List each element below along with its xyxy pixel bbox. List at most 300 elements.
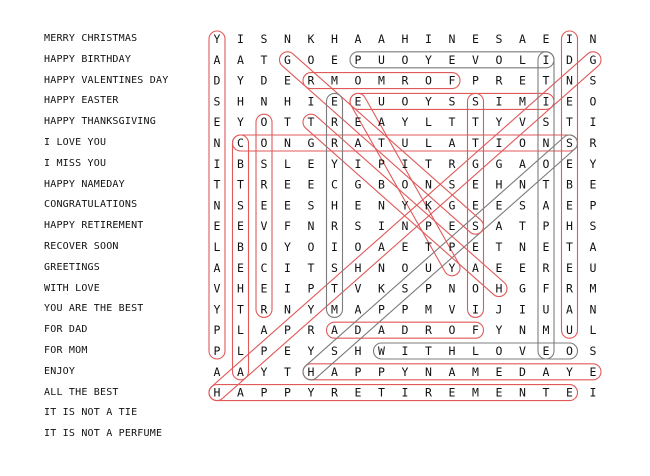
grid-letter[interactable]: A <box>237 52 244 67</box>
grid-letter[interactable]: P <box>307 281 315 296</box>
grid-letter[interactable]: T <box>542 177 550 192</box>
grid-letter[interactable]: E <box>237 219 244 234</box>
grid-letter[interactable]: Y <box>213 32 221 46</box>
grid-letter[interactable]: O <box>307 240 315 254</box>
grid-letter[interactable]: A <box>237 364 244 379</box>
grid-letter[interactable]: O <box>401 52 409 67</box>
grid-letter[interactable]: R <box>331 115 338 130</box>
grid-letter[interactable]: O <box>448 323 456 338</box>
grid-letter[interactable]: H <box>237 281 244 296</box>
grid-letter[interactable]: D <box>401 323 409 338</box>
grid-letter[interactable]: D <box>260 73 268 88</box>
grid-letter[interactable]: I <box>589 385 597 400</box>
grid-letter[interactable]: Y <box>284 240 291 254</box>
grid-letter[interactable]: L <box>425 115 432 130</box>
grid-letter[interactable]: P <box>425 219 432 234</box>
grid-letter[interactable]: O <box>401 177 409 192</box>
grid-letter[interactable]: N <box>425 177 432 192</box>
grid-letter[interactable]: E <box>213 219 221 234</box>
grid-letter[interactable]: T <box>519 219 526 234</box>
grid-letter[interactable]: I <box>542 94 550 109</box>
grid-letter[interactable]: E <box>495 385 503 400</box>
grid-letter[interactable]: O <box>354 240 362 254</box>
grid-letter[interactable]: A <box>472 260 479 275</box>
grid-letter[interactable]: H <box>331 32 338 46</box>
grid-letter[interactable]: A <box>378 323 385 338</box>
grid-letter[interactable]: T <box>542 385 550 400</box>
grid-letter[interactable]: P <box>401 302 409 317</box>
grid-letter[interactable]: G <box>307 136 315 150</box>
grid-letter[interactable]: A <box>495 219 503 234</box>
grid-letter[interactable]: A <box>448 136 456 150</box>
grid-letter[interactable]: M <box>472 385 479 400</box>
grid-letter[interactable]: I <box>589 115 597 130</box>
grid-letter[interactable]: E <box>284 73 291 88</box>
grid-letter[interactable]: A <box>213 260 221 275</box>
grid-letter[interactable]: I <box>495 94 503 109</box>
grid-letter[interactable]: E <box>495 364 503 379</box>
grid-letter[interactable]: I <box>354 156 362 171</box>
grid-letter[interactable]: I <box>401 385 409 400</box>
grid-letter[interactable]: S <box>472 94 479 109</box>
grid-letter[interactable]: N <box>213 198 221 213</box>
grid-letter[interactable]: M <box>331 302 338 317</box>
grid-letter[interactable]: N <box>519 323 526 338</box>
grid-letter[interactable]: V <box>519 115 526 130</box>
grid-letter[interactable]: I <box>331 240 338 254</box>
grid-letter[interactable]: N <box>284 32 291 46</box>
grid-letter[interactable]: V <box>519 344 526 358</box>
grid-letter[interactable]: K <box>307 32 315 46</box>
grid-letter[interactable]: I <box>401 344 409 358</box>
grid-letter[interactable]: E <box>566 385 573 400</box>
grid-letter[interactable]: A <box>213 364 221 379</box>
grid-letter[interactable]: I <box>378 219 385 234</box>
grid-letter[interactable]: S <box>448 177 456 192</box>
grid-letter[interactable]: R <box>260 302 268 317</box>
grid-letter[interactable]: S <box>260 156 268 171</box>
grid-letter[interactable]: A <box>519 32 526 46</box>
grid-letter[interactable]: E <box>519 73 526 88</box>
grid-letter[interactable]: I <box>566 32 573 46</box>
grid-letter[interactable]: M <box>589 281 597 296</box>
grid-letter[interactable]: U <box>425 260 432 275</box>
grid-letter[interactable]: S <box>213 94 221 109</box>
grid-letter[interactable]: Y <box>307 302 315 317</box>
grid-letter[interactable]: P <box>284 323 291 338</box>
grid-letter[interactable]: O <box>307 52 315 67</box>
grid-letter[interactable]: N <box>519 177 526 192</box>
grid-letter[interactable]: D <box>566 52 573 67</box>
grid-letter[interactable]: F <box>448 73 456 88</box>
grid-letter[interactable]: S <box>495 32 503 46</box>
grid-letter[interactable]: P <box>378 156 385 171</box>
grid-letter[interactable]: R <box>331 136 338 150</box>
grid-letter[interactable]: H <box>307 364 315 379</box>
grid-letter[interactable]: D <box>354 323 362 338</box>
grid-letter[interactable]: P <box>378 364 385 379</box>
grid-letter[interactable]: G <box>589 52 597 67</box>
grid-letter[interactable]: E <box>331 52 338 67</box>
grid-letter[interactable]: E <box>495 260 503 275</box>
grid-letter[interactable]: N <box>448 281 456 296</box>
grid-letter[interactable]: I <box>495 136 503 150</box>
grid-letter[interactable]: A <box>331 323 338 338</box>
grid-letter[interactable]: P <box>260 344 268 358</box>
grid-letter[interactable]: E <box>307 156 315 171</box>
grid-letter[interactable]: L <box>237 344 244 358</box>
grid-letter[interactable]: G <box>354 177 362 192</box>
grid-letter[interactable]: R <box>425 323 432 338</box>
grid-letter[interactable]: R <box>260 177 268 192</box>
grid-letter[interactable]: V <box>448 302 456 317</box>
grid-letter[interactable]: U <box>378 52 385 67</box>
grid-letter[interactable]: T <box>566 115 573 130</box>
grid-letter[interactable]: A <box>213 52 221 67</box>
grid-letter[interactable]: R <box>589 136 597 150</box>
grid-letter[interactable]: M <box>542 323 550 338</box>
grid-letter[interactable]: B <box>237 156 244 171</box>
grid-letter[interactable]: E <box>566 198 573 213</box>
grid-letter[interactable]: L <box>213 240 221 254</box>
grid-letter[interactable]: I <box>425 32 432 46</box>
grid-letter[interactable]: T <box>378 136 385 150</box>
grid-letter[interactable]: P <box>354 364 362 379</box>
grid-letter[interactable]: U <box>566 323 573 338</box>
grid-letter[interactable]: N <box>542 136 550 150</box>
grid-letter[interactable]: T <box>284 364 291 379</box>
grid-letter[interactable]: U <box>542 302 550 317</box>
grid-letter[interactable]: N <box>589 32 597 46</box>
grid-letter[interactable]: V <box>213 281 221 296</box>
grid-letter[interactable]: T <box>284 115 291 130</box>
grid-letter[interactable]: H <box>237 94 244 109</box>
grid-letter[interactable]: T <box>307 115 315 130</box>
grid-letter[interactable]: S <box>237 198 244 213</box>
grid-letter[interactable]: N <box>401 219 409 234</box>
grid-letter[interactable]: T <box>331 281 338 296</box>
grid-letter[interactable]: H <box>495 281 503 296</box>
grid-letter[interactable]: E <box>566 260 573 275</box>
grid-letter[interactable]: O <box>260 136 268 150</box>
grid-letter[interactable]: M <box>331 73 338 88</box>
grid-letter[interactable]: S <box>448 94 456 109</box>
grid-letter[interactable]: I <box>401 156 409 171</box>
grid-letter[interactable]: E <box>307 177 315 192</box>
grid-letter[interactable]: P <box>260 385 268 400</box>
grid-letter[interactable]: O <box>566 344 573 358</box>
grid-letter[interactable]: Y <box>448 260 456 275</box>
grid-letter[interactable]: U <box>401 136 409 150</box>
grid-letter[interactable]: M <box>378 73 385 88</box>
grid-letter[interactable]: P <box>213 323 221 338</box>
grid-letter[interactable]: N <box>448 32 456 46</box>
grid-letter[interactable]: E <box>260 198 268 213</box>
grid-letter[interactable]: A <box>542 198 550 213</box>
grid-letter[interactable]: N <box>519 240 526 254</box>
grid-letter[interactable]: E <box>213 115 221 130</box>
grid-letter[interactable]: G <box>472 156 479 171</box>
grid-letter[interactable]: N <box>260 94 268 109</box>
grid-letter[interactable]: K <box>425 198 432 213</box>
grid-letter[interactable]: E <box>472 240 479 254</box>
grid-letter[interactable]: S <box>331 344 338 358</box>
grid-letter[interactable]: M <box>472 364 479 379</box>
grid-letter[interactable]: A <box>331 364 338 379</box>
grid-letter[interactable]: B <box>566 177 573 192</box>
grid-letter[interactable]: T <box>472 136 479 150</box>
grid-letter[interactable]: E <box>284 177 291 192</box>
grid-letter[interactable]: N <box>519 385 526 400</box>
grid-letter[interactable]: H <box>566 219 573 234</box>
grid-letter[interactable]: U <box>378 94 385 109</box>
grid-letter[interactable]: A <box>566 302 573 317</box>
grid-letter[interactable]: O <box>495 52 503 67</box>
grid-letter[interactable]: R <box>307 73 315 88</box>
grid-letter[interactable]: E <box>542 344 550 358</box>
grid-letter[interactable]: T <box>566 240 573 254</box>
grid-letter[interactable]: E <box>495 198 503 213</box>
grid-letter[interactable]: G <box>284 52 291 67</box>
grid-letter[interactable]: V <box>472 52 479 67</box>
grid-letter[interactable]: V <box>260 219 268 234</box>
grid-letter[interactable]: R <box>542 260 550 275</box>
grid-letter[interactable]: I <box>284 260 291 275</box>
grid-letter[interactable]: E <box>354 115 362 130</box>
grid-letter[interactable]: S <box>566 136 573 150</box>
grid-letter[interactable]: Y <box>213 302 221 317</box>
grid-letter[interactable]: P <box>378 302 385 317</box>
grid-letter[interactable]: Y <box>589 156 597 171</box>
grid-letter[interactable]: S <box>260 32 268 46</box>
grid-letter[interactable]: J <box>495 302 503 317</box>
grid-letter[interactable]: B <box>378 177 385 192</box>
grid-letter[interactable]: B <box>237 240 244 254</box>
grid-letter[interactable]: H <box>354 260 362 275</box>
grid-letter[interactable]: R <box>331 219 338 234</box>
grid-letter[interactable]: K <box>378 281 385 296</box>
grid-letter[interactable]: R <box>448 156 456 171</box>
grid-letter[interactable]: T <box>542 73 550 88</box>
grid-letter[interactable]: S <box>589 219 597 234</box>
grid-letter[interactable]: E <box>260 281 268 296</box>
grid-letter[interactable]: O <box>472 281 479 296</box>
grid-letter[interactable]: P <box>448 240 456 254</box>
grid-letter[interactable]: N <box>589 302 597 317</box>
grid-letter[interactable]: I <box>542 52 550 67</box>
grid-letter[interactable]: U <box>589 260 597 275</box>
grid-letter[interactable]: L <box>237 323 244 338</box>
grid-letter[interactable]: Y <box>237 73 244 88</box>
grid-letter[interactable]: S <box>307 198 315 213</box>
grid-letter[interactable]: T <box>472 115 479 130</box>
grid-letter[interactable]: A <box>519 156 526 171</box>
grid-letter[interactable]: E <box>519 260 526 275</box>
grid-letter[interactable]: A <box>237 385 244 400</box>
grid-letter[interactable]: E <box>401 240 409 254</box>
grid-letter[interactable]: T <box>378 385 385 400</box>
grid-letter[interactable]: M <box>425 302 432 317</box>
grid-letter[interactable]: N <box>566 73 573 88</box>
grid-letter[interactable]: A <box>354 136 362 150</box>
grid-letter[interactable]: E <box>589 364 597 379</box>
grid-letter[interactable]: E <box>472 177 479 192</box>
grid-letter[interactable]: S <box>542 115 550 130</box>
grid-letter[interactable]: N <box>284 302 291 317</box>
grid-letter[interactable]: E <box>542 32 550 46</box>
grid-letter[interactable]: N <box>307 219 315 234</box>
grid-letter[interactable]: V <box>354 281 362 296</box>
grid-letter[interactable]: I <box>284 281 291 296</box>
grid-letter[interactable]: T <box>425 156 432 171</box>
grid-letter[interactable]: R <box>495 73 503 88</box>
grid-letter[interactable]: E <box>354 94 362 109</box>
grid-letter[interactable]: M <box>519 94 526 109</box>
grid-letter[interactable]: F <box>472 323 479 338</box>
grid-letter[interactable]: P <box>472 73 479 88</box>
grid-letter[interactable]: R <box>566 281 573 296</box>
grid-letter[interactable]: L <box>425 136 432 150</box>
grid-letter[interactable]: O <box>260 240 268 254</box>
grid-letter[interactable]: E <box>542 240 550 254</box>
grid-letter[interactable]: I <box>472 302 479 317</box>
grid-letter[interactable]: N <box>378 260 385 275</box>
grid-letter[interactable]: G <box>519 281 526 296</box>
grid-letter[interactable]: Y <box>307 385 315 400</box>
grid-letter[interactable]: H <box>331 198 338 213</box>
grid-letter[interactable]: L <box>472 344 479 358</box>
grid-letter[interactable]: E <box>284 198 291 213</box>
grid-letter[interactable]: E <box>448 219 456 234</box>
grid-letter[interactable]: Y <box>401 115 409 130</box>
grid-letter[interactable]: L <box>519 52 526 67</box>
grid-letter[interactable]: E <box>284 344 291 358</box>
grid-letter[interactable]: Y <box>495 115 503 130</box>
grid-letter[interactable]: C <box>260 260 268 275</box>
grid-letter[interactable]: E <box>448 52 456 67</box>
grid-letter[interactable]: A <box>378 32 385 46</box>
grid-letter[interactable]: S <box>589 344 597 358</box>
grid-letter[interactable]: O <box>425 73 432 88</box>
grid-letter[interactable]: I <box>307 94 315 109</box>
grid-letter[interactable]: O <box>354 73 362 88</box>
grid-letter[interactable]: G <box>448 198 456 213</box>
grid-letter[interactable]: T <box>495 240 503 254</box>
grid-letter[interactable]: P <box>589 198 597 213</box>
grid-letter[interactable]: G <box>495 156 503 171</box>
grid-letter[interactable]: T <box>425 240 432 254</box>
grid-letter[interactable]: Y <box>260 364 268 379</box>
grid-letter[interactable]: S <box>401 281 409 296</box>
grid-letter[interactable]: N <box>213 136 221 150</box>
grid-letter[interactable]: E <box>472 32 479 46</box>
grid-letter[interactable]: R <box>307 323 315 338</box>
grid-letter[interactable]: L <box>284 156 291 171</box>
grid-letter[interactable]: T <box>213 177 221 192</box>
grid-letter[interactable]: C <box>331 177 338 192</box>
grid-letter[interactable]: O <box>519 136 526 150</box>
grid-letter[interactable]: A <box>378 115 385 130</box>
grid-letter[interactable]: D <box>519 364 526 379</box>
grid-letter[interactable]: E <box>589 177 597 192</box>
grid-letter[interactable]: Y <box>495 323 503 338</box>
grid-letter[interactable]: E <box>566 156 573 171</box>
grid-letter[interactable]: E <box>331 94 338 109</box>
grid-letter[interactable]: T <box>237 302 244 317</box>
grid-letter[interactable]: E <box>566 94 573 109</box>
grid-letter[interactable]: I <box>519 302 526 317</box>
grid-letter[interactable]: S <box>589 73 597 88</box>
grid-letter[interactable]: L <box>589 323 597 338</box>
grid-letter[interactable]: A <box>260 323 268 338</box>
grid-letter[interactable]: N <box>425 364 432 379</box>
grid-letter[interactable]: S <box>472 219 479 234</box>
grid-letter[interactable]: A <box>354 32 362 46</box>
grid-letter[interactable]: Y <box>425 52 432 67</box>
grid-letter[interactable]: Y <box>401 198 409 213</box>
grid-letter[interactable]: O <box>260 115 268 130</box>
grid-letter[interactable]: T <box>260 52 268 67</box>
grid-letter[interactable]: A <box>378 240 385 254</box>
grid-letter[interactable]: D <box>213 73 221 88</box>
grid-letter[interactable]: A <box>542 364 550 379</box>
grid-letter[interactable]: Y <box>566 364 573 379</box>
grid-letter[interactable]: A <box>354 302 362 317</box>
grid-letter[interactable]: N <box>284 136 291 150</box>
grid-letter[interactable]: R <box>331 385 338 400</box>
grid-letter[interactable]: F <box>542 281 550 296</box>
grid-letter[interactable]: T <box>448 115 456 130</box>
grid-letter[interactable]: H <box>401 32 409 46</box>
grid-letter[interactable]: H <box>495 177 503 192</box>
grid-letter[interactable]: Y <box>331 156 338 171</box>
grid-letter[interactable]: O <box>401 94 409 109</box>
grid-letter[interactable]: O <box>401 260 409 275</box>
grid-letter[interactable]: Y <box>401 364 409 379</box>
grid-letter[interactable]: Y <box>237 115 244 130</box>
grid-letter[interactable]: F <box>284 219 291 234</box>
grid-letter[interactable]: T <box>307 260 315 275</box>
grid-letter[interactable]: R <box>401 73 409 88</box>
grid-letter[interactable]: A <box>589 240 597 254</box>
grid-letter[interactable]: I <box>213 156 221 171</box>
grid-letter[interactable]: P <box>542 219 550 234</box>
grid-letter[interactable]: P <box>425 281 432 296</box>
grid-letter[interactable]: E <box>237 260 244 275</box>
grid-letter[interactable]: O <box>589 94 597 109</box>
grid-letter[interactable]: Y <box>307 344 315 358</box>
grid-letter[interactable]: H <box>284 94 291 109</box>
grid-letter[interactable]: S <box>331 260 338 275</box>
grid-letter[interactable]: I <box>237 32 244 46</box>
grid-letter[interactable]: P <box>354 52 362 67</box>
grid-letter[interactable]: H <box>448 344 456 358</box>
grid-letter[interactable]: E <box>448 385 456 400</box>
grid-letter[interactable]: T <box>425 344 432 358</box>
grid-letter[interactable]: Y <box>425 94 432 109</box>
grid-letter[interactable]: P <box>213 344 221 358</box>
grid-letter[interactable]: R <box>425 385 432 400</box>
grid-letter[interactable]: T <box>237 177 244 192</box>
grid-letter[interactable]: E <box>354 385 362 400</box>
grid-letter[interactable]: P <box>284 385 291 400</box>
grid-letter[interactable]: W <box>378 344 385 358</box>
grid-letter[interactable]: S <box>519 198 526 213</box>
grid-letter[interactable]: O <box>495 344 503 358</box>
grid-letter[interactable]: C <box>237 136 244 150</box>
grid-letter[interactable]: A <box>448 364 456 379</box>
grid-letter[interactable]: E <box>354 198 362 213</box>
